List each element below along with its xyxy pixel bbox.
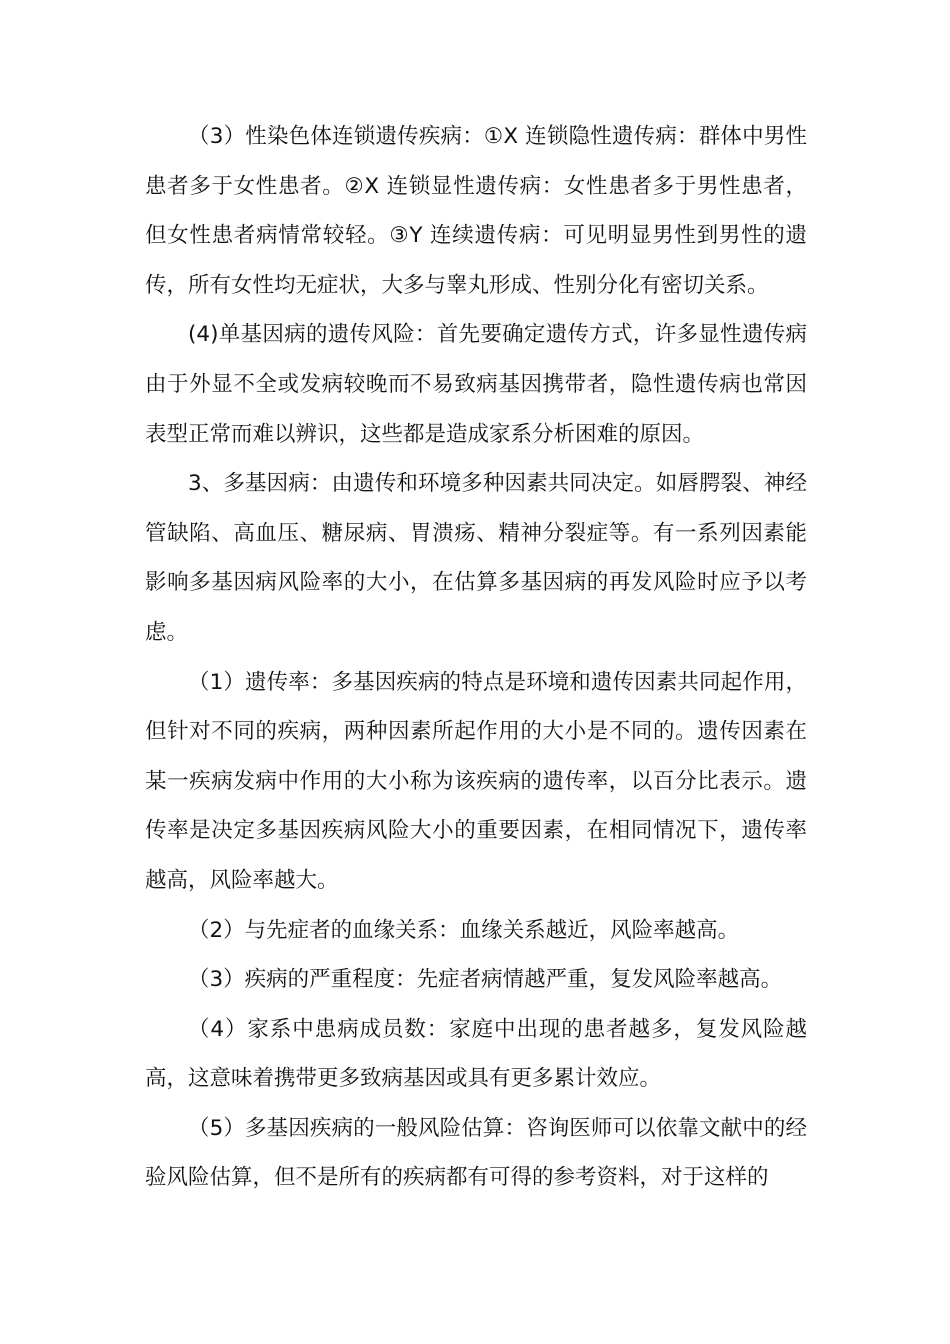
paragraph-single-gene-risk: (4)单基因病的遗传风险：首先要确定遗传方式，许多显性遗传病由于外显不全或发病较晚而不易致病基因携带者，隐性遗传病也常因表型正常而难以辨识，这些都是造成家系分析困难的原因。 (145, 322, 807, 447)
paragraph-sex-linked-disorders: （3）性染色体连锁遗传疾病：①X 连锁隐性遗传病：群体中男性患者多于女性患者。②X 连锁显性遗传病：女性患者多于男性患者，但女性患者病情常较轻。③Y 连续遗传病：可见明显男性到男性的遗传，所有女性均无症状，大多与睾丸形成、性别分化有密切关系。 (145, 124, 807, 298)
paragraph-blood-relationship: （2）与先症者的血缘关系：血缘关系越近，风险率越高。 (188, 917, 740, 943)
paragraph-heritability: （1）遗传率：多基因疾病的特点是环境和遗传因素共同起作用，但针对不同的疾病，两种因素所起作用的大小是不同的。遗传因素在某一疾病发病中作用的大小称为该疾病的遗传率，以百分比表示。遗传率是决定多基因疾病风险大小的重要因素，在相同情况下，遗传率越高，风险率越大。 (145, 669, 807, 893)
paragraph-disease-severity: （3）疾病的严重程度：先症者病情越严重，复发风险率越高。 (188, 967, 783, 993)
paragraph-risk-estimation: （5）多基因疾病的一般风险估算：咨询医师可以依靠文献中的经验风险估算，但不是所有的疾病都有可得的参考资料，对于这样的 (145, 1115, 807, 1191)
paragraph-polygenic-disease: 3、多基因病：由遗传和环境多种因素共同决定。如唇腭裂、神经管缺陷、高血压、糖尿病、胃溃疡、精神分裂症等。有一系列因素能影响多基因病风险率的大小，在估算多基因病的再发风险时应予以考虑。 (145, 471, 807, 645)
paragraph-affected-members: （4）家系中患病成员数：家庭中出现的患者越多，复发风险越高，这意味着携带更多致病基因或具有更多累计效应。 (145, 1016, 807, 1092)
document-body (145, 112, 807, 1203)
